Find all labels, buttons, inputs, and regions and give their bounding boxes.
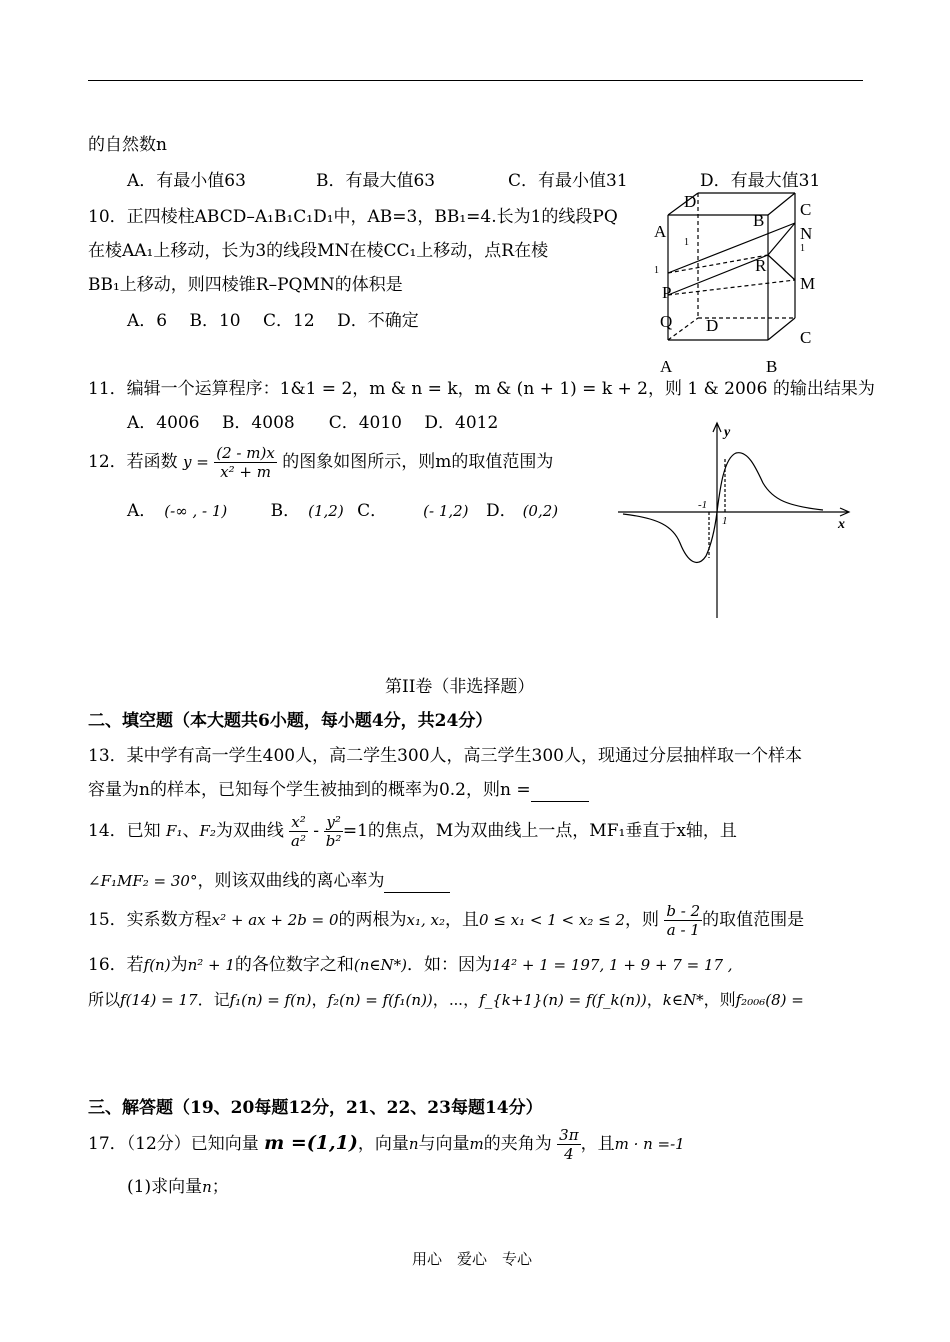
q11-line1: 11．编辑一个运算程序：1&1 = 2，m & n = k，m & (n + 1) = k + 2，则 1 & 2006 的输出结果为 — [88, 379, 875, 399]
q14-answer-blank[interactable] — [384, 870, 450, 893]
q14-n1: x² — [291, 813, 306, 831]
q15-then: ，则 — [625, 910, 660, 930]
q16-l1d: ．如：因为 — [406, 955, 492, 975]
header-rule — [88, 80, 863, 81]
q15-den: a - 1 — [666, 921, 700, 939]
q12-opt-a-label: A． — [127, 501, 157, 521]
label-c: C — [800, 328, 812, 347]
q16-fn: f(n) — [143, 956, 171, 974]
q16-c1: ， — [311, 990, 328, 1009]
label-a: A — [660, 357, 673, 376]
q9-option-c: C．有最小值31 — [508, 171, 628, 191]
q15-mid: 的两根为 — [338, 910, 407, 930]
curve — [623, 453, 823, 563]
q17-prefix: 17．（12分）已知向量 — [88, 1134, 259, 1154]
q13-line1: 13．某中学有高一学生400人，高二学生300人，高三学生300人，现通过分层抽样取一个样本 — [88, 746, 802, 766]
q14-n2: y² — [326, 813, 341, 831]
q11-options: A．4006 B．4008 C．4010 D．4012 — [127, 413, 499, 433]
q14-sep: 、 — [182, 821, 200, 841]
q12-opt-d: (0,2) — [522, 502, 559, 520]
part2-title: 第II卷（非选择题） — [385, 677, 535, 697]
q14-f2: F₂ — [199, 822, 216, 840]
q15-line — [88, 897, 804, 943]
label-sub1-c: 1 — [800, 243, 805, 254]
part2-section: 二、填空题（本大题共6小题，每小题4分，共24分） — [88, 711, 493, 731]
label-d1: D — [684, 192, 697, 211]
q16-l2a: 所以 — [88, 990, 121, 1009]
q14-f1: F₁ — [166, 822, 183, 840]
q12-options — [127, 500, 558, 522]
function-graph — [618, 418, 858, 623]
q14-line2-text: ，则该双曲线的离心率为 — [197, 871, 385, 891]
q12-opt-c-label: C． — [357, 501, 388, 521]
q15-prefix: 15．实系数方程 — [88, 910, 212, 930]
q17-n: n — [408, 1135, 419, 1153]
q14-d1: a² — [291, 832, 307, 850]
q14-line1 — [88, 808, 737, 854]
footer: 用心 爱心 专心 — [412, 1250, 533, 1268]
q12-opt-b: (1,2) — [308, 502, 344, 520]
q12-suffix: 的图象如图所示，则m的取值范围为 — [282, 452, 554, 472]
q16-line2 — [88, 989, 804, 1011]
q12-denominator: x² + m — [220, 463, 271, 481]
q12-opt-d-label: D． — [485, 501, 517, 521]
q10-line2: 在棱AA₁上移动，长为3的线段MN在棱CC₁上移动，点R在棱 — [88, 241, 549, 261]
q14-d2: b² — [325, 832, 342, 850]
q16-l1a: 16．若 — [88, 955, 144, 975]
q9-tail: 的自然数n — [88, 135, 167, 155]
label-q: Q — [660, 312, 673, 331]
q13-line2 — [88, 779, 589, 802]
label-d: D — [706, 316, 719, 335]
q17-m: m — [469, 1135, 484, 1153]
q15-cond: 0 ≤ x₁ < 1 < x₂ ≤ 2 — [479, 911, 626, 929]
q17-m-eq: m =(1,1) — [264, 1132, 358, 1154]
q16-f14: f(14) = 17 — [120, 991, 198, 1009]
q15-eq: x² + ax + 2b = 0 — [211, 911, 339, 929]
q16-line1 — [88, 954, 733, 976]
q13-answer-blank[interactable] — [531, 779, 589, 802]
label-a1: A — [654, 222, 667, 241]
q9-option-b: B．有最大值63 — [316, 171, 436, 191]
label-sub1-a: 1 — [684, 237, 689, 248]
q16-ex: 14² + 1 = 197, 1 + 9 + 7 = 17 , — [491, 956, 733, 974]
q17-sub1-post: ； — [211, 1177, 229, 1197]
q17-line — [88, 1120, 685, 1167]
q16-def2: f₂(n) = f(f₁(n)) — [327, 991, 433, 1009]
q9-option-a: A．有最小值63 — [127, 171, 246, 191]
q10-line3: BB₁上移动，则四棱锥R–PQMN的体积是 — [88, 275, 403, 295]
q14-mid: 为双曲线 — [215, 821, 284, 841]
q12-opt-a: (-∞ , - 1) — [164, 502, 228, 520]
q12-opt-b-label: B． — [270, 501, 301, 521]
q16-l2b: ．记 — [197, 990, 230, 1009]
q14-frac-x — [289, 813, 307, 850]
q14-frac-y — [324, 813, 343, 850]
q10-options: A．6 B．10 C．12 D．不确定 — [127, 311, 419, 331]
q17-dot: m · n =-1 — [614, 1135, 685, 1153]
q15-suffix: 的取值范围是 — [702, 910, 805, 930]
q14-eq1: =1 — [342, 821, 368, 841]
q16-defk: f_{k+1}(n) = f(f_k(n)) — [479, 991, 647, 1009]
q12-numerator: (2 - m)x — [216, 444, 275, 462]
q12-opt-c: (- 1,2) — [423, 502, 469, 520]
q17-mid4: ，且 — [580, 1134, 615, 1154]
label-b1: B — [753, 211, 765, 230]
q14-prefix: 14．已知 — [88, 821, 161, 841]
prism-figure — [640, 185, 840, 380]
label-b: B — [766, 357, 778, 376]
q16-kdom: k∈N* — [662, 991, 704, 1009]
q12-y: y = — [183, 453, 209, 471]
q12-prefix: 12．若函数 — [88, 452, 178, 472]
q16-dom: (n∈N*) — [353, 956, 407, 974]
q15-num: b - 2 — [666, 902, 701, 920]
label-n: N — [800, 224, 813, 243]
q17-sub1-pre: (1)求向量 — [127, 1177, 203, 1197]
tick-pos1: 1 — [722, 515, 728, 527]
q16-ask: f₂₀₀₆(8) = — [735, 991, 804, 1009]
label-p: P — [662, 283, 672, 302]
q16-def1: f₁(n) = f(n) — [229, 991, 312, 1009]
q17-sub1-n: n — [202, 1178, 212, 1196]
q9-option-d: D．有最大值31 — [700, 171, 821, 191]
q13-line2-text: 容量为n的样本，已知每个学生被抽到的概率为0.2，则n = — [88, 780, 531, 800]
label-sub1-b: 1 — [654, 265, 659, 276]
q16-dots: ，⋯， — [432, 990, 480, 1009]
q17-mid2: 与向量 — [418, 1134, 470, 1154]
q12-stem — [88, 434, 553, 490]
q10-line1: 10．正四棱柱ABCD–A₁B₁C₁D₁中，AB=3，BB₁=4.长为1的线段PQ — [88, 207, 618, 227]
q17-mid1: ，向量 — [357, 1134, 409, 1154]
q17-num: 3π — [559, 1126, 579, 1144]
q15-roots: x₁, x₂ — [406, 911, 446, 929]
q17-sub1 — [127, 1176, 229, 1198]
q14-line2 — [88, 870, 450, 893]
tick-neg1: -1 — [698, 499, 708, 511]
q16-c2: ， — [646, 990, 663, 1009]
q17-fraction — [557, 1126, 580, 1163]
q14-minus: - — [313, 821, 319, 841]
part3-section: 三、解答题（19、20每题12分，21、22、23每题14分） — [88, 1098, 543, 1118]
label-m: M — [800, 274, 816, 293]
q16-expr: n² + 1 — [187, 956, 235, 974]
q16-l1c: 的各位数字之和 — [234, 955, 354, 975]
y-label: y — [724, 425, 731, 440]
x-label: x — [838, 517, 845, 532]
q17-den: 4 — [564, 1145, 574, 1163]
q16-c3: ，则 — [703, 990, 736, 1009]
q14-angle: ∠F₁MF₂ = 30° — [88, 872, 198, 890]
q15-fraction — [664, 902, 702, 939]
label-r: R — [755, 256, 767, 275]
label-c1: C — [800, 200, 812, 219]
q12-fraction — [214, 444, 277, 481]
q17-mid3: 的夹角为 — [483, 1134, 552, 1154]
q15-cond-pre: ，且 — [445, 910, 480, 930]
q14-suffix: 的焦点，M为双曲线上一点，MF₁垂直于x轴，且 — [367, 821, 737, 841]
q16-l1b: 为 — [170, 955, 188, 975]
